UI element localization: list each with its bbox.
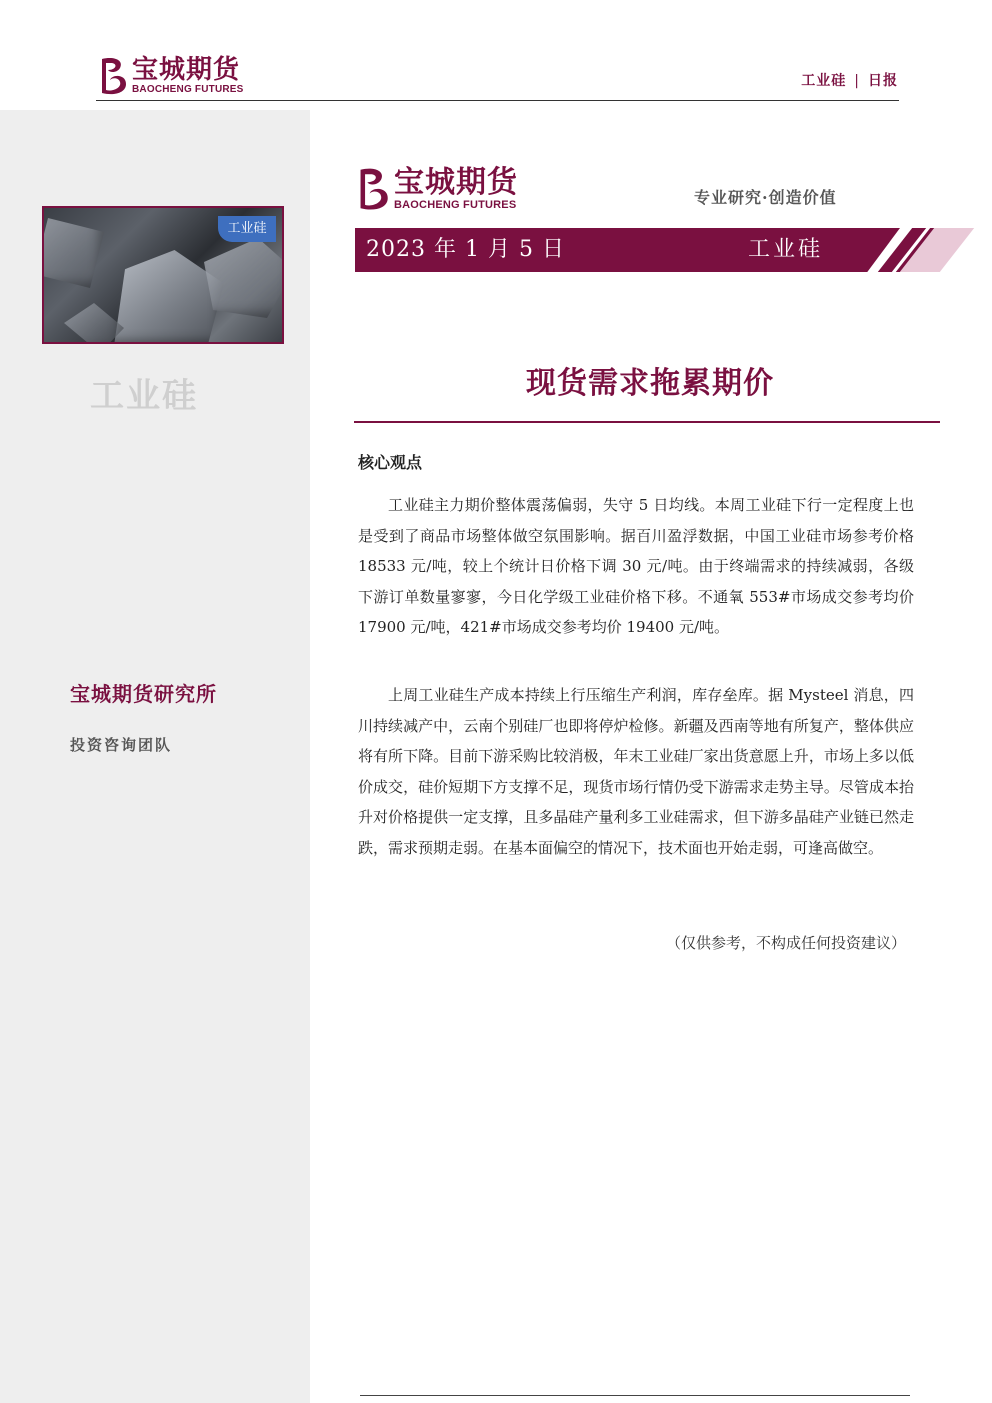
report-brand-logo: [356, 166, 518, 212]
report-type-label: [801, 70, 898, 90]
brand-name-en: BAOCHENG FUTURES: [394, 199, 517, 211]
body-paragraph: 工业硅主力期价整体震荡偏弱，失守 5 日均线。本周工业硅下行一定程度上也是受到了商品市场整体做空氛围影响。据百川盈浮数据，中国工业硅市场参考价格 18533 元/吨，较上个统计日价格下调 30 元/吨。由于终端需求的持续减弱，各级下游订单数量寥寥，今日化学级工业硅价格下移。不通氧 553#市场成交参考均价 17900 元/吨，421#市场成交参考均价 19400 元/吨。: [358, 496, 914, 636]
silicon-cover-photo: [42, 206, 284, 344]
brand-name-cn: 宝城期货: [132, 55, 241, 85]
brand-name-en: BAOCHENG FUTURES: [132, 84, 244, 95]
top-brand-logo: [98, 56, 244, 96]
header-report-type: 日报: [868, 73, 898, 89]
footer-divider: [360, 1395, 910, 1396]
cover-tag: 工业硅: [218, 216, 276, 242]
report-date: 2023 年 1 月 5 日: [366, 237, 565, 262]
core-view-heading: 核心观点: [358, 453, 423, 472]
report-title: 现货需求拖累期价: [526, 366, 774, 401]
slogan: 专业研究·创造价值: [694, 188, 837, 207]
team-name: 投资咨询团队: [70, 736, 173, 754]
institute-name: 宝城期货研究所: [70, 682, 217, 706]
title-divider: [354, 421, 940, 423]
body-paragraph: 上周工业硅生产成本持续上行压缩生产利润，库存垒库。据 Mysteel 消息，四川持续减产中，云南个别硅厂也即将停炉检修。新疆及西南等地有所复产，整体供应将有所下降。目前下游采购比较消极，年末工业硅厂家出货意愿上升，市场上多以低价成交，硅价短期下方支撑不足，现货市场行情仍受下游需求走势主导。尽管成本抬升对价格提供一定支撑，且多晶硅产量利多工业硅需求，但下游多晶硅产业链已然走跌，需求预期走弱。在基本面偏空的情况下，技术面也开始走弱，可逢高做空。: [358, 686, 914, 857]
header-divider: [96, 100, 899, 101]
brand-b-icon: [356, 166, 390, 212]
brand-b-icon: [98, 56, 128, 96]
brand-name-cn: 宝城期货: [394, 165, 518, 200]
disclaimer: （仅供参考，不构成任何投资建议）: [665, 934, 906, 952]
header-separator: |: [854, 73, 860, 89]
header-category: 工业硅: [801, 73, 847, 89]
banner-category: 工业硅: [748, 237, 824, 262]
sidebar-title: 工业硅: [90, 376, 198, 416]
